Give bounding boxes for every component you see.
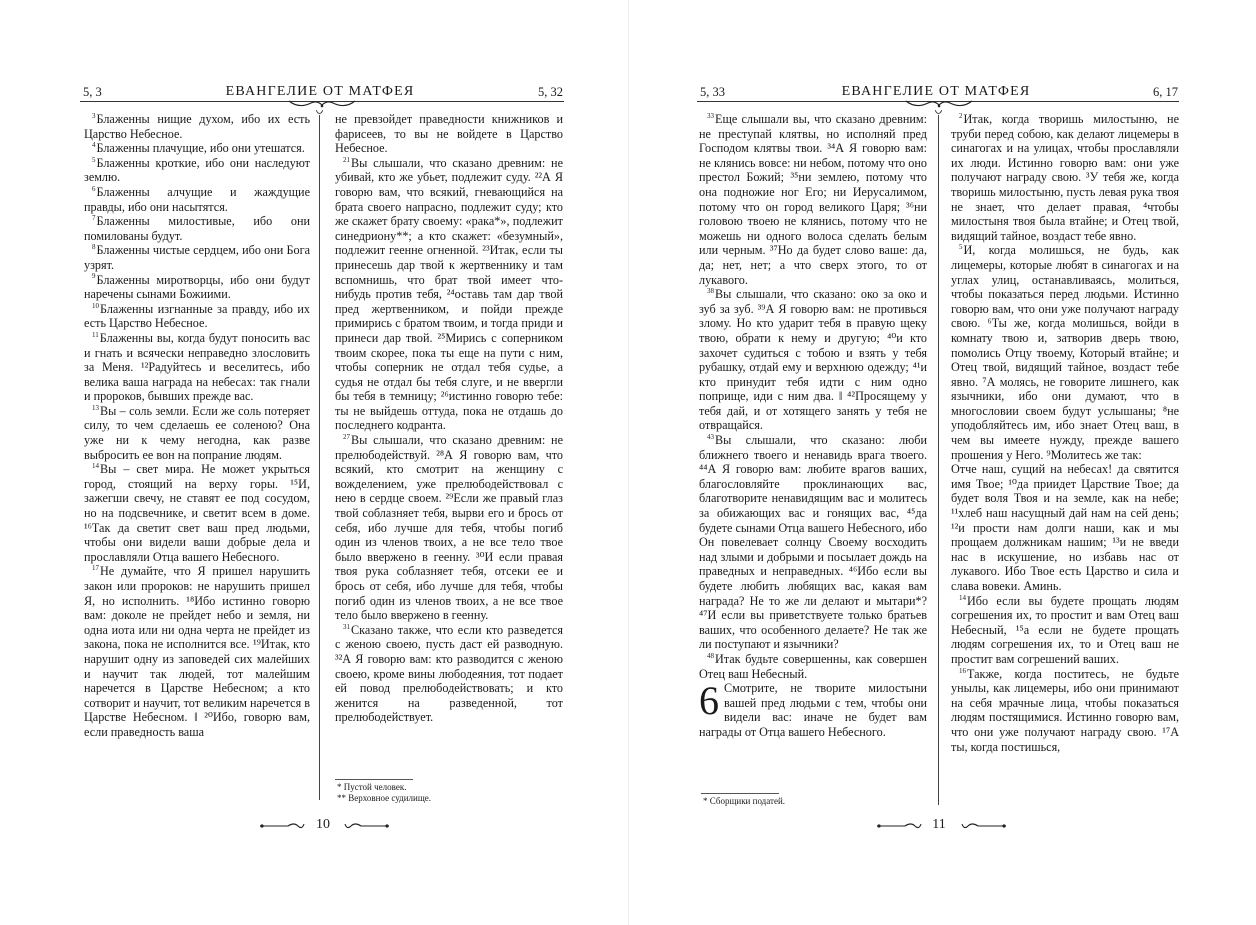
verse-paragraph	[335, 623, 563, 725]
verse-text: Итак, когда творишь милостыню, не труби перед собою, как делают лицемеры в синагогах и на улицах, чтобы прославляли их люди. Истинно говорю вам: они уже получают награду свою. ³У тебя же, когда творишь милостыню, пусть левая рука твоя не знает, что делает правая, ⁴чтобы милостыня твоя была втайне; и Отец твой, видящий тайное, воздаст тебе явно.	[951, 112, 1179, 243]
verse-paragraph	[699, 112, 927, 287]
footnote-rule	[335, 779, 413, 780]
page-number: 11	[932, 817, 946, 832]
verse-number: 6	[92, 184, 96, 193]
verse-paragraph	[84, 141, 310, 156]
verse-paragraph	[335, 433, 563, 623]
verse-paragraph	[699, 652, 927, 681]
footnote-2: ** Верховное судилище.	[337, 793, 432, 803]
verse-number: 10	[92, 301, 99, 310]
verse-paragraph	[951, 112, 1179, 243]
right-column-2	[951, 112, 1179, 754]
footnote-rule	[701, 793, 779, 794]
verse-paragraph	[84, 156, 310, 185]
chapter-number: 6	[699, 678, 719, 724]
verse-paragraph	[84, 331, 310, 404]
verse-number: 43	[707, 433, 714, 441]
verse-number: 21	[343, 155, 350, 164]
right-column-1	[699, 112, 927, 740]
verse-paragraph	[84, 112, 310, 141]
header-ref-left: 5, 3	[83, 85, 102, 99]
verse-paragraph	[84, 273, 310, 302]
verse-paragraph	[84, 243, 310, 272]
verse-text: Не думайте, что Я пришел нарушить закон или пророков: не нарушить пришел Я, но исполнить. ¹⁸Ибо истинно говорю вам: доколе не прейдет небо и земля, ни одна иота или ни одна черта не прейдет из закона, пока не исполнится все. ¹⁹Итак, кто нарушит одну из заповедей сих малейших и научит так людей, тот малейшим наречется в Царстве Небесном; а кто сотворит и научит, тот великим наречется в Царстве Небесном. ‖ ²⁰Ибо, говорю вам, если праведность ваша	[84, 564, 310, 739]
verse-paragraph	[699, 287, 927, 433]
verse-text: Блаженны кроткие, ибо они наследуют землю.	[84, 155, 310, 185]
page-number-ornament-left-icon	[875, 820, 923, 832]
right-page	[629, 0, 1256, 925]
verse-number: 5	[92, 155, 96, 164]
verse-text: Блаженны миротворцы, ибо они будут наречены сынами Божиими.	[84, 272, 310, 302]
verse-number: 5	[959, 243, 963, 252]
footnote-1: * Сборщики податей.	[703, 796, 786, 806]
verse-number: 33	[707, 111, 714, 120]
verse-paragraph	[84, 564, 310, 739]
verse-text: Также, когда поститесь, не будьте унылы, как лицемеры, ибо они принимают на себя мрачные лица, чтобы показаться людям постящимися. Истинно говорю вам, что они уже получают награду свою. ¹⁷А ты, когда постишься,	[951, 666, 1179, 754]
left-column-2	[335, 112, 563, 725]
verse-text: Еще слышали вы, что сказано древним: не преступай клятвы, но исполняй пред Господом клятвы твои. ³⁴А Я говорю вам: не клянись вовсе: ни небом, потому что оно престол Божий; ³⁵ни землею, потому что она подножие ног Его; ни Иерусалимом, потому что он город великого Царя; ³⁶ни головою твоею не клянись, потому что не можешь ни одного волоса сделать белым или черным. ³⁷Но да будет слово ваше: да, да; нет, нет; а что сверх этого, то от лукавого.	[699, 112, 927, 287]
verse-text: Вы – соль земли. Если же соль потеряет силу, то чем сделаешь ее соленою? Она уже ни к чему негодна, как разве выбросить ее вон на попрание людям.	[84, 403, 310, 462]
verse-paragraph	[951, 594, 1179, 667]
column-rule	[319, 115, 320, 800]
header-title: ЕВАНГЕЛИЕ ОТ МАТФЕЯ	[225, 84, 415, 99]
verse-number: 11	[92, 330, 99, 339]
verse-paragraph	[84, 462, 310, 564]
verse-text: Сказано также, что если кто разведется с женою своею, пусть даст ей разводную. ³²А Я говорю вам: кто разводится с женою своею, кроме вины любодеяния, тот подает ей повод прелюбодействовать; и кто женится на разведенной, тот прелюбодействует.	[335, 622, 563, 725]
verse-text: Вы слышали, что сказано древним: не прелюбодействуй. ²⁸А Я говорю вам, что всякий, кто смотрит на женщину с вожделением, уже прелюбодействовал с нею в сердце своем. ²⁹Если же правый глаз твой соблазняет тебя, вырви его и брось от себя, ибо лучше для тебя, чтобы погиб один из членов твоих, а не все тело твое было ввержено в геенну. ³⁰И если правая твоя рука соблазняет тебя, отсеки ее и брось от себя, ибо лучше для тебя, чтобы погиб один из членов твоих, а не все твое тело было ввержено в геенну.	[335, 433, 563, 623]
footnote-1: * Пустой человек.	[337, 782, 407, 792]
header-ornament-icon	[904, 97, 974, 109]
verse-number: 13	[92, 403, 99, 412]
verse-number: 27	[343, 433, 350, 441]
chapter-start-paragraph	[699, 678, 927, 739]
verse-text: Блаженны изгнанные за правду, ибо их есть Царство Небесное.	[84, 301, 310, 331]
verse-number: 16	[959, 666, 966, 675]
verse-number: 4	[92, 141, 96, 150]
verse-paragraph	[84, 404, 310, 462]
verse-number: 9	[92, 272, 96, 281]
verse-text: не превзойдет праведности книжников и фарисеев, то вы не войдете в Царство Небесное.	[335, 112, 563, 156]
verse-text: Блаженны милостивые, ибо они помилованы будут.	[84, 214, 310, 243]
verse-paragraph	[84, 302, 310, 331]
verse-paragraph	[951, 667, 1179, 755]
verse-text: Блаженны чистые сердцем, ибо они Бога узрят.	[84, 243, 310, 272]
verse-number: 14	[92, 462, 99, 471]
verse-number: 31	[343, 622, 350, 631]
header-ornament-icon	[287, 97, 357, 109]
verse-number: 48	[707, 651, 714, 660]
verse-number: 7	[92, 214, 96, 223]
verse-text: И, когда молишься, не будь, как лицемеры, которые любят в синагогах и на углах улиц, останавливаясь, молиться, чтобы показаться перед людьми. Истинно говорю вам, что они уже получают награду свою. ⁶Ты же, когда молишься, войди в комнату твою и, затворив дверь твою, помолись Отцу твоему, Который втайне; и Отец твой, видящий тайное, воздаст тебе явно. ⁷А молясь, не говорите лишнего, как язычники, ибо они думают, что в многословии своем будут услышаны; ⁸не уподобляйтесь им, ибо знает Отец ваш, в чем вы имеете нужду, прежде вашего прошения у Него. ⁹Молитесь же так:	[951, 243, 1179, 462]
verse-text: Итак будьте совершенны, как совершен Отец ваш Небесный.	[699, 651, 927, 681]
column-rule	[938, 115, 939, 805]
verse-number: 38	[707, 287, 714, 296]
verse-paragraph	[699, 433, 927, 652]
page-number-ornament-left-icon	[258, 820, 306, 832]
verse-text: Вы слышали, что сказано древним: не убивай, кто же убьет, подлежит суду. ²²А Я говорю вам, что всякий, гневающийся на брата своего напрасно, подлежит суду; кто же скажет брату своему: «рака*», подлежит синедриону**; а кто скажет: «безумный», подлежит геенне огненной. ²³Итак, если ты принесешь дар твой к жертвеннику и там вспомнишь, что брат твой имеет что-нибудь против тебя, ²⁴оставь там дар твой пред жертвенником, и пойди прежде примирись с братом твоим, и тогда приди и принеси дар твой. ²⁵Мирись с соперником твоим скорее, пока ты еще на пути с ним, чтобы соперник не отдал тебя судье, а судья не отдал бы тебя слуге, и не ввергли бы тебя в темницу; ²⁶истинно говорю тебе: ты не выйдешь оттуда, пока не отдашь до последнего кодранта.	[335, 155, 563, 433]
verse-text: Блаженны алчущие и жаждущие правды, ибо они насытятся.	[84, 184, 310, 214]
header-ref-left: 5, 33	[700, 85, 725, 99]
verse-paragraph	[84, 214, 310, 243]
header-ref-right: 6, 17	[1153, 85, 1178, 99]
verse-text: Вы – свет мира. Не может укрыться город, стоящий на верху горы. ¹⁵И, зажегши свечу, не ставят ее под сосудом, но на подсвечнике, и светит всем в доме. ¹⁶Так да светит свет ваш пред людьми, чтобы они видели ваши добрые дела и прославляли Отца вашего Небесного.	[84, 462, 310, 564]
verse-number: 14	[959, 593, 966, 602]
verse-text: Ибо если вы будете прощать людям согрешения их, то простит и вам Отец ваш Небесный, ¹⁵а если не будете прощать людям согрешения их, то и Отец ваш не простит вам согрешений ваших.	[951, 593, 1179, 666]
verse-text: Отче наш, сущий на небесах! да святится имя Твое; ¹⁰да приидет Царствие Твое; да будет воля Твоя и на земле, как на небе; ¹¹хлеб наш насущный дай нам на сей день; ¹²и прости нам долги наши, как и мы прощаем должникам нашим; ¹³и не введи нас в искушение, но избавь нас от лукавого. Ибо Твое есть Царство и сила и слава вовеки. Аминь.	[951, 462, 1179, 593]
page-number-ornament-right-icon	[343, 820, 391, 832]
left-column-1	[84, 112, 310, 740]
verse-paragraph	[335, 156, 563, 433]
verse-text: Вы слышали, что сказано: око за око и зуб за зуб. ³⁹А Я говорю вам: не противься злому. Но кто ударит тебя в правую щеку твою, обрати к нему и другую; ⁴⁰и кто захочет судиться с тобою и взять у тебя рубашку, отдай ему и верхнюю одежду; ⁴¹и кто принудит тебя идти с ним одно поприще, иди с ним два. ‖ ⁴²Просящему у тебя дай, и от хотящего занять у тебя не отвращайся.	[699, 287, 927, 433]
verse-text: Блаженны нищие духом, ибо их есть Царство Небесное.	[84, 112, 310, 141]
verse-paragraph	[951, 462, 1179, 593]
page-number-ornament-right-icon	[960, 820, 1008, 832]
verse-paragraph	[84, 185, 310, 214]
verse-text: Вы слышали, что сказано: люби ближнего твоего и ненавидь врага твоего. ⁴⁴А Я говорю вам: любите врагов ваших, благословляйте проклинающих вас, благотворите ненавидящим вас и молитесь за обижающих вас и гонящих вас, ⁴⁵да будете сынами Отца вашего Небесного, ибо Он повелевает солнцу Своему восходить над злыми и добрыми и посылает дождь на праведных и неправедных. ⁴⁶Ибо если вы будете любить любящих вас, какая вам награда? Не то же ли делают и мытари*? ⁴⁷И если вы приветствуете только братьев ваших, что особенного делаете? Не так же ли поступают и язычники?	[699, 433, 927, 652]
verse-number: 17	[92, 564, 99, 573]
header-ref-right: 5, 32	[538, 85, 563, 99]
verse-number: 8	[92, 243, 96, 252]
page-number: 10	[316, 817, 330, 832]
chapter-first-verse: Смотрите, не творите милостыни вашей пред людьми с тем, чтобы они видели вас: иначе не будет вам награды от Отца вашего Небесного.	[699, 681, 927, 739]
verse-paragraph	[951, 243, 1179, 462]
verse-text: Блаженны вы, когда будут поносить вас и гнать и всячески неправедно злословить за Меня. ¹²Радуйтесь и веселитесь, ибо велика ваша награда на небесах: так гнали и пророков, бывших прежде вас.	[84, 330, 310, 404]
verse-number: 2	[959, 111, 963, 120]
verse-text: Блаженны плачущие, ибо они утешатся.	[96, 141, 305, 156]
verse-number: 3	[92, 111, 96, 120]
verse-paragraph	[335, 112, 563, 156]
header-title: ЕВАНГЕЛИЕ ОТ МАТФЕЯ	[841, 84, 1031, 99]
